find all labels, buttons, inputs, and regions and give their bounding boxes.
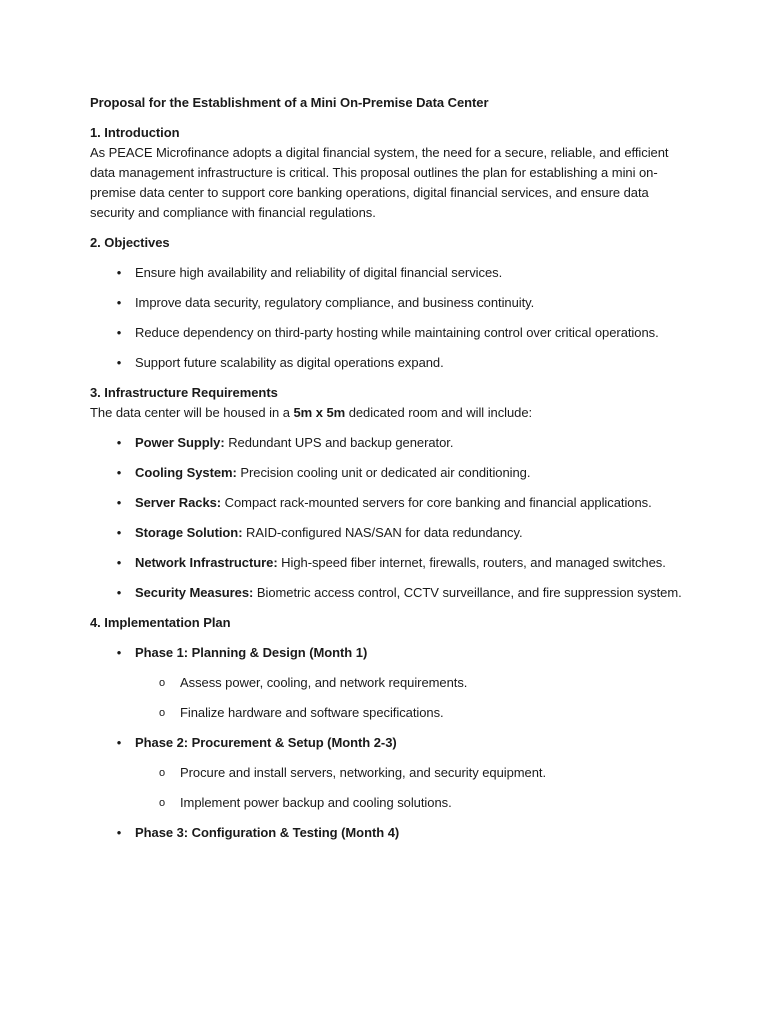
phase-step: Implement power backup and cooling solutions.: [180, 795, 452, 810]
bullet-icon: •: [116, 325, 122, 340]
list-item: [90, 263, 688, 283]
phase-label: Phase 3: Configuration & Testing (Month 4): [135, 825, 400, 840]
requirement-label: Power Supply:: [135, 435, 225, 450]
phase-steps: [135, 673, 688, 723]
infrastructure-list: [90, 433, 688, 603]
circle-bullet-icon: o: [158, 677, 166, 689]
requirement-text: Precision cooling unit or dedicated air conditioning.: [236, 465, 531, 480]
objective-text: Ensure high availability and reliability of digital financial services.: [135, 265, 503, 280]
section-heading-infrastructure: 3. Infrastructure Requirements: [90, 385, 278, 400]
list-item: [135, 673, 688, 693]
list-item: [135, 793, 688, 813]
list-item: [90, 583, 688, 603]
list-item: [90, 463, 688, 483]
circle-bullet-icon: o: [158, 707, 166, 719]
infrastructure-intro-after: dedicated room and will include:: [345, 405, 533, 420]
section-heading-implementation: 4. Implementation Plan: [90, 615, 231, 630]
section-heading-introduction: 1. Introduction: [90, 125, 180, 140]
objective-text: Reduce dependency on third-party hosting while maintaining control over critical operations.: [135, 325, 659, 340]
bullet-icon: •: [116, 355, 122, 370]
list-item: [90, 353, 688, 373]
phase-step: Finalize hardware and software specifications.: [180, 705, 444, 720]
bullet-icon: •: [116, 735, 122, 750]
requirement-label: Security Measures:: [135, 585, 254, 600]
list-item: [135, 703, 688, 723]
list-item: [90, 823, 688, 843]
bullet-icon: •: [116, 465, 122, 480]
objective-text: Improve data security, regulatory compliance, and business continuity.: [135, 295, 535, 310]
requirement-label: Storage Solution:: [135, 525, 243, 540]
bullet-icon: •: [116, 295, 122, 310]
circle-bullet-icon: o: [158, 797, 166, 809]
phase-label: Phase 1: Planning & Design (Month 1): [135, 645, 368, 660]
requirement-text: Redundant UPS and backup generator.: [224, 435, 454, 450]
introduction-paragraph: As PEACE Microfinance adopts a digital financial system, the need for a secure, reliable, and efficient data management infrastructure is critical. This proposal outlines the plan for establishing a mini on-premise data center to support core banking operations, digital financial services, and ensure data security and compliance with financial regulations.: [90, 145, 669, 220]
list-item: [90, 493, 688, 513]
bullet-icon: •: [116, 585, 122, 600]
implementation-list: [90, 643, 688, 843]
bullet-icon: •: [116, 265, 122, 280]
document-title: Proposal for the Establishment of a Mini On-Premise Data Center: [90, 95, 489, 110]
list-item: [90, 323, 688, 343]
section-heading-objectives: 2. Objectives: [90, 235, 170, 250]
requirement-label: Server Racks:: [135, 495, 222, 510]
room-size: 5m x 5m: [293, 405, 346, 420]
bullet-icon: •: [116, 645, 122, 660]
list-item: [135, 763, 688, 783]
bullet-icon: •: [116, 435, 122, 450]
list-item: [90, 733, 688, 813]
list-item: [90, 293, 688, 313]
requirement-label: Cooling System:: [135, 465, 237, 480]
objectives-list: [90, 263, 688, 373]
list-item: [90, 643, 688, 723]
bullet-icon: •: [116, 555, 122, 570]
requirement-text: Compact rack-mounted servers for core banking and financial applications.: [221, 495, 652, 510]
objective-text: Support future scalability as digital operations expand.: [135, 355, 444, 370]
requirement-text: RAID-configured NAS/SAN for data redundancy.: [242, 525, 523, 540]
requirement-text: High-speed fiber internet, firewalls, routers, and managed switches.: [277, 555, 666, 570]
circle-bullet-icon: o: [158, 767, 166, 779]
list-item: [90, 433, 688, 453]
infrastructure-intro: [90, 403, 688, 423]
phase-step: Assess power, cooling, and network requirements.: [180, 675, 468, 690]
requirement-label: Network Infrastructure:: [135, 555, 278, 570]
requirement-text: Biometric access control, CCTV surveillance, and fire suppression system.: [253, 585, 682, 600]
infrastructure-intro-before: The data center will be housed in a: [90, 405, 294, 420]
list-item: [90, 523, 688, 543]
phase-step: Procure and install servers, networking, and security equipment.: [180, 765, 547, 780]
bullet-icon: •: [116, 495, 122, 510]
bullet-icon: •: [116, 825, 122, 840]
phase-label: Phase 2: Procurement & Setup (Month 2-3): [135, 735, 397, 750]
bullet-icon: •: [116, 525, 122, 540]
phase-steps: [135, 763, 688, 813]
list-item: [90, 553, 688, 573]
